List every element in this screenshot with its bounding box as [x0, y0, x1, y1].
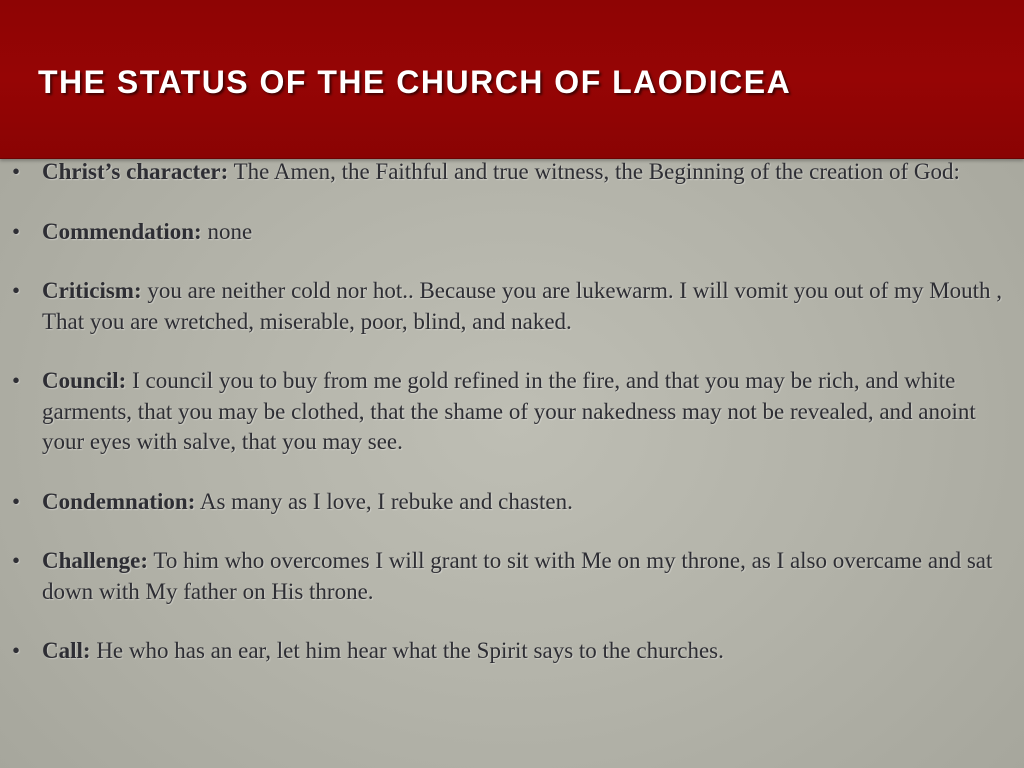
bullet-icon: • [12, 368, 21, 393]
list-item-christs-character [0, 157, 1024, 188]
list-item-criticism [0, 276, 1024, 337]
title-banner [0, 0, 1024, 159]
list-item-challenge [0, 546, 1024, 607]
bullet-icon: • [12, 218, 21, 244]
item-text: To him who overcomes I will grant to sit with Me on my throne, as I also overcame and sat down with My father on His throne. [42, 548, 993, 604]
slide-title: THE STATUS OF THE CHURCH OF LAODICEA [38, 64, 792, 100]
list-item-call [0, 636, 1024, 667]
item-label: Commendation: [42, 218, 202, 244]
bullet-icon: • [12, 488, 21, 514]
bullet-icon: • [12, 278, 21, 303]
item-label: Challenge: [42, 548, 149, 573]
bullet-icon: • [12, 159, 21, 184]
list-item-condemnation [0, 487, 1024, 518]
item-label: Call: [42, 638, 91, 663]
bullet-icon: • [12, 548, 21, 573]
item-text: The Amen, the Faithful and true witness, the Beginning of the creation of God: [228, 159, 960, 184]
item-label: Council: [42, 368, 127, 393]
item-text: I council you to buy from me gold refined in the fire, and that you may be rich, and white garments, that you may be clothed, that the shame of your nakedness may not be revealed, and anoint your eyes with salve, that you may see. [42, 368, 976, 454]
list-item-commendation [0, 217, 1024, 248]
item-text: He who has an ear, let him hear what the Spirit says to the churches. [90, 638, 724, 663]
item-label: Criticism: [42, 278, 142, 303]
list-item-council [0, 366, 1024, 458]
item-label: Condemnation: [42, 488, 196, 514]
bullet-icon: • [12, 638, 21, 663]
item-text: none [201, 218, 253, 244]
item-text: you are neither cold nor hot.. Because you are lukewarm. I will vomit you out of my Mouth , That you are wretched, miserable, poor, blind, and naked. [42, 278, 1003, 334]
item-label: Christ’s character: [42, 159, 229, 184]
bullet-list [0, 157, 1024, 696]
item-text: As many as I love, I rebuke and chasten. [195, 488, 573, 514]
